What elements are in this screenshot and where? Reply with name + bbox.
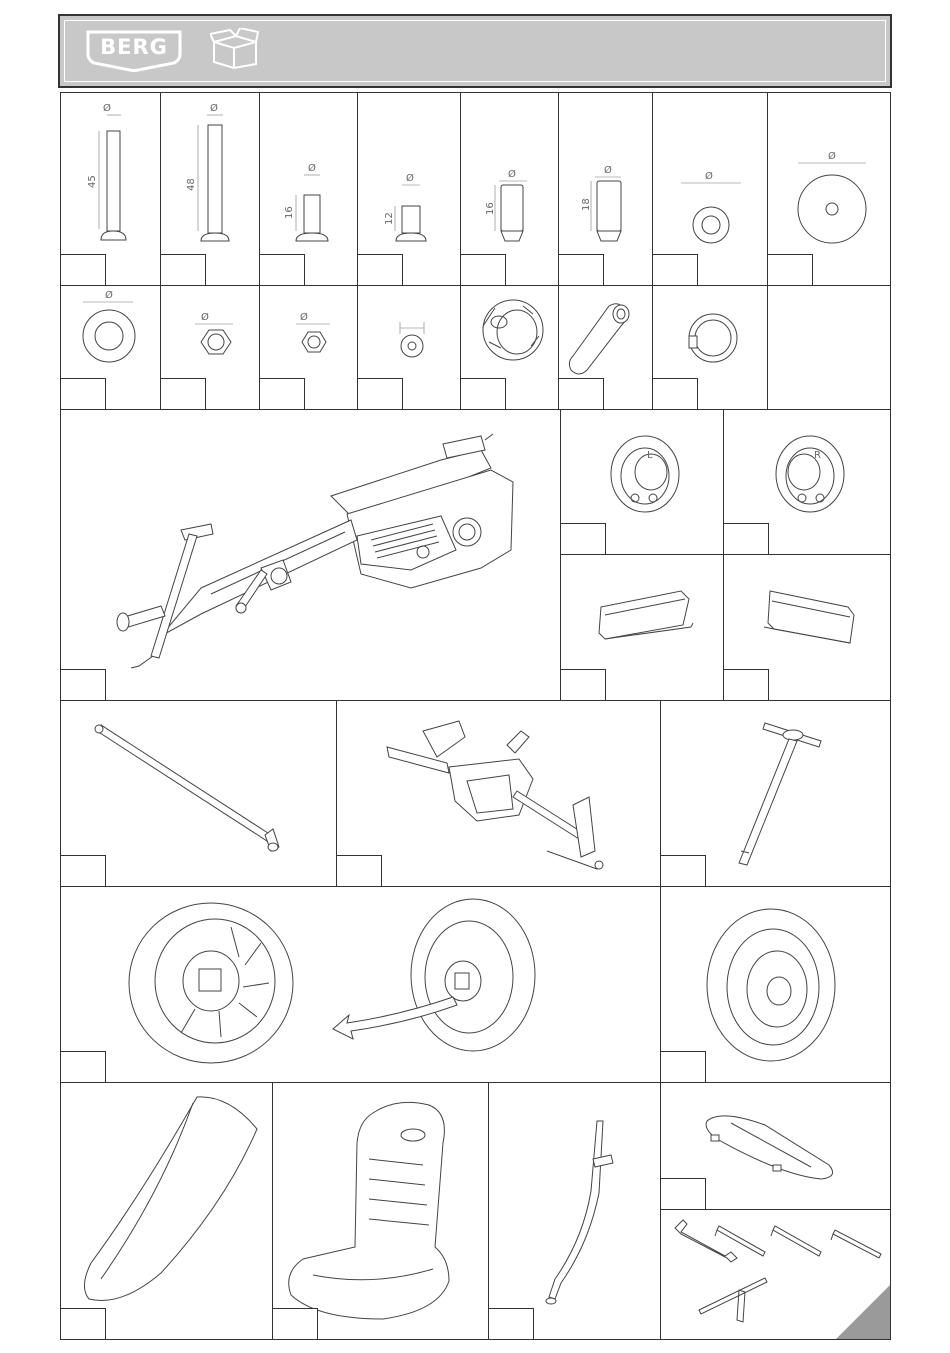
part-number-box [160, 378, 206, 410]
part-bolt-48 [160, 92, 260, 286]
part-number-box [723, 669, 769, 701]
part-number-box [560, 669, 606, 701]
empty-cell [767, 285, 891, 410]
diameter-label: Ø [210, 103, 218, 114]
diameter-label: Ø [828, 151, 836, 162]
part-front-wheel [660, 886, 891, 1083]
part-number-box [357, 254, 403, 286]
part-number-box [60, 1308, 106, 1340]
part-nut-small [259, 285, 358, 410]
part-number-box [460, 254, 506, 286]
length-label: 45 [87, 175, 98, 188]
page-header [58, 14, 892, 88]
diameter-label: Ø [105, 290, 113, 301]
part-number-box [336, 855, 382, 887]
part-rear-wheels [60, 886, 661, 1083]
part-hub-cap [460, 285, 559, 410]
diameter-label: Ø [201, 312, 209, 323]
part-bolt-16 [259, 92, 358, 286]
part-number-box [60, 855, 106, 887]
diameter-label: Ø [308, 163, 316, 174]
hub-side-label: L [647, 450, 653, 461]
part-number-box [652, 254, 698, 286]
part-bolt-45 [60, 92, 161, 286]
part-number-box [60, 378, 106, 410]
part-steering-rod [60, 700, 337, 887]
part-seat [272, 1082, 489, 1340]
part-number-box [767, 254, 813, 286]
length-label: 12 [384, 212, 395, 225]
part-hub-right [723, 409, 891, 555]
part-cover-right [723, 554, 891, 701]
part-number-box [160, 254, 206, 286]
part-number-box [460, 378, 506, 410]
part-number-box [60, 254, 106, 286]
part-number-box [723, 523, 769, 555]
part-number-box [660, 1178, 706, 1210]
part-ring-clamp [652, 285, 768, 410]
part-spacer-16 [460, 92, 559, 286]
page-corner [836, 1285, 890, 1339]
part-number-box [60, 1051, 106, 1083]
part-number-box [560, 523, 606, 555]
part-cover-left [560, 554, 724, 701]
diameter-label: Ø [300, 312, 308, 323]
part-spacer-18 [558, 92, 653, 286]
length-label: 18 [581, 198, 592, 211]
part-number-box [488, 1308, 534, 1340]
length-label: 16 [284, 206, 295, 219]
part-nut-large [160, 285, 260, 410]
length-label: 48 [186, 178, 197, 191]
logo-text: BERG [100, 35, 168, 59]
part-washer-thick [60, 285, 161, 410]
diameter-label: Ø [508, 169, 516, 180]
part-tools [660, 1209, 891, 1340]
part-steering-column [660, 700, 891, 887]
part-front-axle [336, 700, 661, 887]
part-number-box [272, 1308, 318, 1340]
part-number-box [357, 378, 403, 410]
diameter-label: Ø [103, 103, 111, 114]
length-label: 16 [485, 202, 496, 215]
part-main-frame [60, 409, 561, 701]
part-tube-spacer [558, 285, 653, 410]
part-number-box [558, 378, 604, 410]
berg-logo-icon [82, 28, 186, 72]
part-side-panel [60, 1082, 273, 1340]
part-mudguard-bracket [488, 1082, 661, 1340]
part-washer-small [652, 92, 768, 286]
part-number-box [259, 378, 305, 410]
part-number-box [558, 254, 604, 286]
part-clip-ring [357, 285, 461, 410]
diameter-label: Ø [705, 171, 713, 182]
part-number-box [660, 855, 706, 887]
diameter-label: Ø [604, 165, 612, 176]
diameter-label: Ø [406, 173, 414, 184]
part-footrest [660, 1082, 891, 1210]
part-hub-left [560, 409, 724, 555]
parts-grid [60, 92, 891, 1340]
part-bolt-12 [357, 92, 461, 286]
part-number-box [60, 669, 106, 701]
part-washer-large [767, 92, 891, 286]
part-number-box [652, 378, 698, 410]
part-number-box [660, 1051, 706, 1083]
part-number-box [259, 254, 305, 286]
hub-side-label: R [814, 450, 821, 461]
